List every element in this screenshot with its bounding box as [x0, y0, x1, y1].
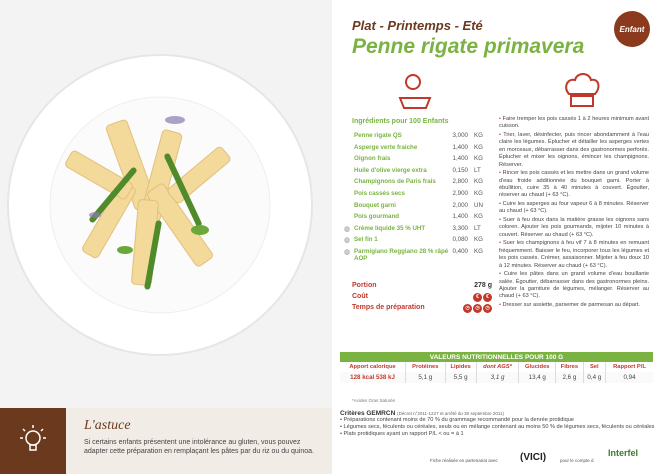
ingredient-row: Pois cassés secs 2,900 KG	[354, 189, 483, 197]
ingredient-row: Asperge verte fraiche 1,400 KG	[354, 143, 483, 151]
allergen-icon: ◍	[344, 248, 351, 256]
time-rating-icon: ◷ ◷ ◷	[462, 304, 492, 313]
ingredient-row: Bouquet garni 2,000 UN	[354, 201, 483, 209]
recipe-steps	[499, 116, 649, 311]
astuce-text: Si certains enfants présentent une intolérance au gluten, vous pouvez adapter cette préparation en remplaçant les pâtes par du riz ou du quinoa.	[84, 439, 314, 455]
step-item: • Suer à feu doux dans la matière grasse les oignons sans coloren. Ajouter les pois gourmands, mijoter 10 minutes à couvert. Réserver au chaud (+ 63 °C).	[499, 217, 649, 239]
ingredients-icon	[400, 75, 430, 108]
ingredient-row: Oignon frais 1,400 KG	[354, 155, 483, 163]
dish-photo	[0, 0, 332, 408]
recipe-icons	[398, 72, 618, 117]
allergen-icon: ◍	[344, 237, 351, 245]
ingredient-row: ◍ Parmigiano Reggiano 28 % râpé AOP 0,400 KG	[344, 247, 483, 262]
portion-row: Portion 278 g	[352, 282, 492, 289]
enfant-badge: Enfant	[614, 11, 650, 47]
allergen-icon: ◍	[344, 225, 351, 233]
step-item: • Suer les champignons à feu vif 7 à 8 minutes en remuant fréquemment. Baisser le feu, incorporer tous les légumes et les pois cassés. Crémer, assaisonner. Mijoter à feu doux 10 à 12 minutes. Réserver au chaud (+ 63 °C).	[499, 240, 649, 270]
vici-logo: (VICI)	[520, 452, 547, 463]
recipe-title: Penne rigate primavera	[352, 35, 585, 58]
nutrition-table: VALEURS NUTRITIONNELLES POUR 100 G Apport calorique Protéines Lipides dont AGS* Glucides Fibres Sel Rapport P/L 128 kcal 538 kJ 5,1 g 5,5 g 3,1 g 13,4 g 2,6 g 0,4 g 0,94	[340, 352, 653, 383]
step-item: • Rincer les pois cassés et les mettre dans un grand volume d'eau froide additionnée du bouquet garni. Porter à ébullition, cuire 35 à 40 minutes à couvert. Égoutter, réserver au chaud (+ 63 °C).	[499, 170, 649, 200]
step-item: • Cuire les asperges au four vapeur 6 à 8 minutes. Réserver au chaud (+ 63 °C).	[499, 201, 649, 216]
step-item: • Faire tremper les pois cassés 1 à 2 heures minimum avant cuisson.	[499, 116, 649, 131]
astuce-box	[0, 408, 332, 474]
chef-hat-icon	[566, 74, 598, 106]
ingredient-row: ◍ Crème liquide 35 % UHT 3,300 LT	[344, 224, 481, 233]
gemrcn-criteria: Critères GEMRCN (Décret n°2011-1227 et arrêté du 30 septembre 2011) • Préparations contenant moins de 70 % du grammage recommandé pour la denrée protidique • Légumes secs, féculents ou céréales, seuls ou en mélange contenant au moins 50 % de légumes secs, féculents ou céréales • Plats protidiques ayant un rapport P/L < ou = à 1	[340, 410, 660, 438]
cout-row: Coût € €	[352, 293, 492, 300]
ingredient-row: Penne rigate QS 3,000 KG	[354, 132, 483, 139]
step-item: • Dresser sur assiette, parsemer de parmesan au départ.	[499, 302, 649, 309]
ingredient-row: Pois gourmand 1,400 KG	[354, 213, 483, 221]
ags-note: *Acides Gras Saturés	[352, 398, 396, 403]
ingredient-row: ◍ Sel fin 1 0,080 KG	[344, 236, 483, 245]
ingredients-list	[340, 132, 490, 262]
lightbulb-icon	[0, 408, 66, 474]
ingredient-row: Huile d'olive vierge extra 0,150 LT	[354, 166, 481, 174]
astuce-title: L'astuce	[84, 418, 131, 433]
partner-note: Fiche réalisée en partenariat avec	[430, 458, 498, 463]
interfel-logo: Interfel	[608, 448, 639, 458]
ingredients-heading: Ingrédients pour 100 Enfants	[352, 118, 449, 125]
portion-value: 278 g	[474, 282, 492, 289]
nutrition-heading: VALEURS NUTRITIONNELLES POUR 100 G	[340, 352, 653, 362]
recipe-category: Plat - Printemps - Eté	[352, 18, 483, 33]
step-item: • Cuire les pâtes dans un grand volume d'eau bouillante salée. Égoutter, débarrasser dans des gastronormes pleins. Ajouter la garniture de légumes, mélanger. Réserver au chaud (+ 63 °C).	[499, 271, 649, 301]
ingredient-row: Champignons de Paris frais 2,800 KG	[354, 178, 483, 186]
temps-row: Temps de préparation ◷ ◷ ◷	[352, 304, 492, 311]
step-item: • Trier, laver, désinfecter, puis rincer abondamment à l'eau claire les légumes. Éplucher et détailler les asperges vertes en morceaux, débarrasser dans des gastronormes perforés. Éplucher et mixer les oignons, émincer les champignons. Réserver.	[499, 132, 649, 169]
cost-rating-icon: € €	[472, 293, 492, 302]
behalf-note: pour le compte d	[560, 458, 594, 463]
